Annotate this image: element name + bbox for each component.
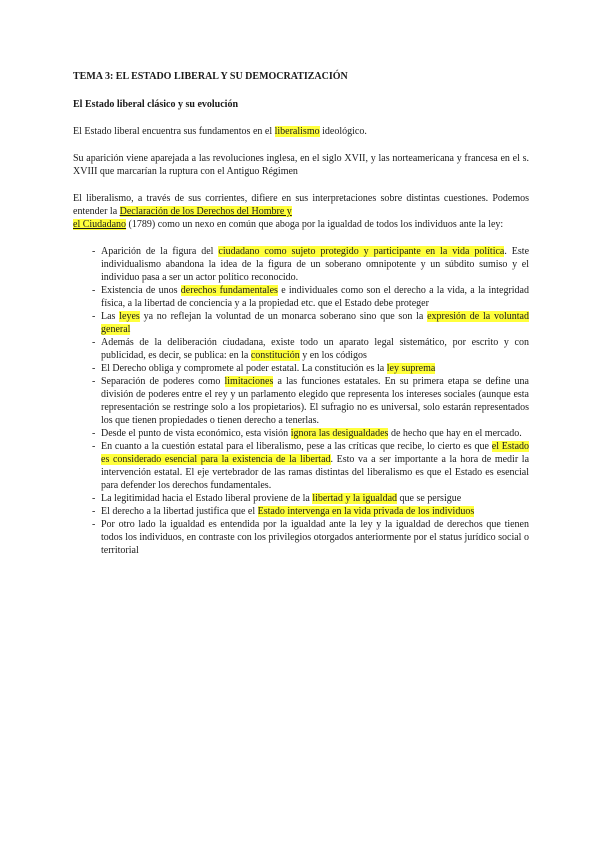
highlight: ignora las desigualdades: [290, 428, 389, 439]
highlight: expresión de la voluntad general: [101, 311, 529, 335]
list-item: - Separación de poderes como limitaciones a las funciones estatales. En su primera etapa se define una división de poderes entre el rey y un parlamento elegido que representa los intereses sociales (aunque esta representación se restringe solo a los propietarios). El sufragio no es universal, solo estarán representados los que tienen propiedades o tienen derecho a tenerlas.: [73, 375, 529, 427]
highlight: liberalismo: [274, 126, 320, 137]
highlight: el Estado es considerado esencial para la existencia de la libertad: [101, 441, 530, 465]
list-item: - El Derecho obliga y compromete al poder estatal. La constitución es la ley suprema: [73, 362, 529, 375]
liberalism-paragraph: El liberalismo, a través de sus corrientes, difiere en sus interpretaciones sobre distintas cuestiones. Podemos entender la Declaración de los Derechos del Hombre y el Ciudadano (1789) como un nexo en común que aboga por la igualdad de todos los individuos ante la ley:: [73, 193, 529, 230]
highlight: limitaciones: [224, 376, 274, 387]
highlight: ciudadano como sujeto protegido y participante en la vida política: [218, 246, 505, 257]
list-item: - La legitimidad hacia el Estado liberal proviene de la libertad y la igualdad que se persigue: [73, 492, 529, 505]
intro-paragraph: El Estado liberal encuentra sus fundamentos en el liberalismo ideológico.: [73, 126, 367, 137]
highlight: libertad y la igualdad: [312, 493, 398, 504]
list-item: - Existencia de unos derechos fundamentales e individuales como son el derecho a la vida, a la integridad física, a la libertad de conciencia y a la propiedad etc. que el Estado debe proteger: [73, 284, 529, 310]
list-item: - Aparición de la figura del ciudadano como sujeto protegido y participante en la vida política. Este individualismo abandona la idea de la figura de un soberano omnipotente y un súbdito sumiso y el individuo pasa a ser un actor político reconocido.: [73, 245, 529, 284]
bullet-list: [73, 245, 529, 557]
list-item: - El derecho a la libertad justifica que el Estado intervenga en la vida privada de los individuos: [73, 505, 529, 518]
list-item: - En cuanto a la cuestión estatal para el liberalismo, pese a las críticas que recibe, lo cierto es que el Estado es considerado esencial para la existencia de la libertad. Esto va a ser importante a la hora de medir la intervención estatal. El eje vertebrador de las ramas distintas del liberalismo es que el Estado es esencial para defender los derechos fundamentales.: [73, 440, 529, 492]
list-item: - Por otro lado la igualdad es entendida por la igualdad ante la ley y la igualdad de derechos que tienen todos los individuos, en contraste con los privilegios otorgados anteriormente por el status jurídico social o territorial: [73, 518, 529, 557]
highlight: leyes: [119, 311, 140, 322]
list-item: - Además de la deliberación ciudadana, existe todo un aparato legal sistemático, por escrito y con publicidad, es decir, se publica: en la constitución y en los códigos: [73, 336, 529, 362]
declaration-highlight: el Ciudadano: [73, 219, 127, 230]
declaration-highlight: Declaración de los Derechos del Hombre y: [119, 206, 292, 217]
document-page: [73, 60, 529, 557]
highlight: constitución: [250, 350, 300, 361]
document-title: TEMA 3: EL ESTADO LIBERAL Y SU DEMOCRATIZACIÓN: [73, 71, 348, 82]
list-item: - Desde el punto de vista económico, esta visión ignora las desigualdades de hecho que hay en el mercado.: [73, 427, 529, 440]
highlight: derechos fundamentales: [180, 285, 278, 296]
highlight: Estado intervenga en la vida privada de los individuos: [257, 506, 475, 517]
section-subtitle: El Estado liberal clásico y su evolución: [73, 99, 239, 110]
highlight: ley suprema: [386, 363, 436, 374]
list-item: - Las leyes ya no reflejan la voluntad de un monarca soberano sino que son la expresión de la voluntad general: [73, 310, 529, 336]
origins-paragraph: Su aparición viene aparejada a las revoluciones inglesa, en el siglo XVII, y las norteamericana y francesa en el s. XVIII que marcarían la ruptura con el Antiguo Régimen: [73, 153, 529, 177]
